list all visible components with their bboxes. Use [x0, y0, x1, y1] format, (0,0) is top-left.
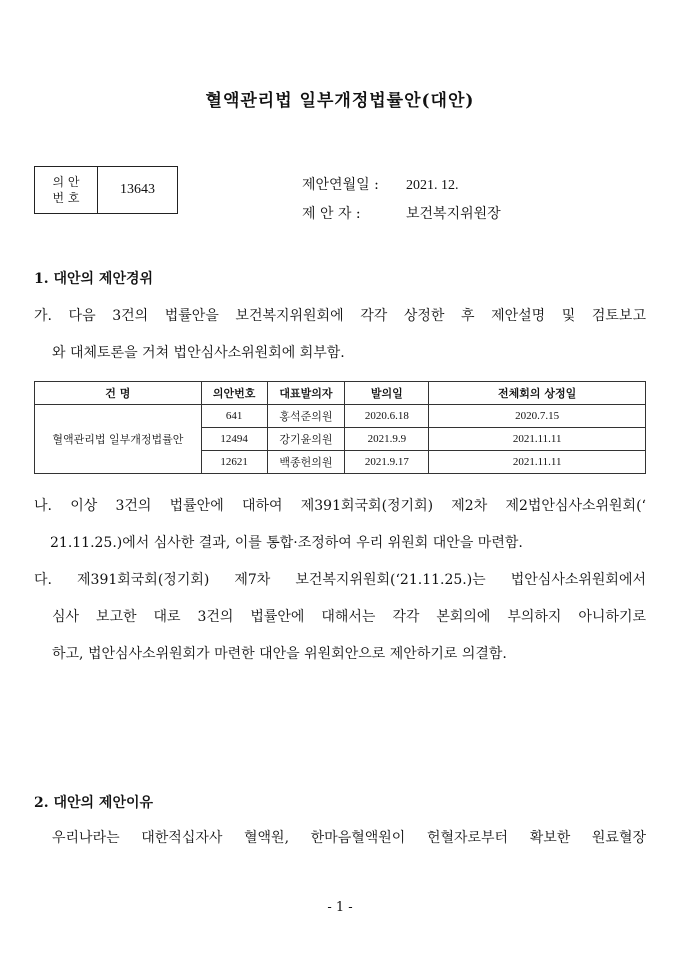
paragraph-da-line-2: 심사 보고한 대로 3건의 법률안에 대해서는 각각 본회의에 부의하지 아니하기로	[52, 609, 646, 625]
proposal-date: 제안연월일 : 2021. 12.	[302, 177, 459, 193]
bill-num-cell: 12621	[201, 451, 267, 474]
section-2-heading: 2. 대안의 제안이유	[34, 795, 154, 811]
table-header: 건 명	[35, 382, 202, 405]
paragraph-ga-line-2: 와 대체토론을 거쳐 법안심사소위원회에 회부함.	[52, 345, 345, 361]
paragraph-da-line-1: 다. 제391회국회(정기회) 제7차 보건복지위원회(‘21.11.25.)는 법안심사소위원회에서	[34, 572, 646, 588]
page-number: - 1 -	[327, 900, 353, 915]
bill-name-cell: 혈액관리법 일부개정법률안	[35, 405, 202, 474]
table-row	[35, 405, 646, 428]
bill-history-table	[34, 381, 646, 474]
document-title: 혈액관리법 일부개정법률안(대안)	[205, 91, 475, 111]
paragraph-ga-line-1: 가. 다음 3건의 법률안을 보건복지위원회에 각각 상정한 후 제안설명 및 검토보고	[34, 308, 646, 324]
table-header-row	[35, 382, 646, 405]
bill-number-label: 의 안 번 호	[35, 167, 98, 213]
bill-num-cell: 12494	[201, 428, 267, 451]
table-header: 의안번호	[201, 382, 267, 405]
bill-number-box	[34, 166, 178, 214]
date-cell: 2021.9.9	[345, 428, 429, 451]
table-header: 대표발의자	[267, 382, 345, 405]
paragraph-na-line-2: 21.11.25.)에서 심사한 결과, 이를 통합·조정하여 우리 위원회 대안을 마련함.	[50, 535, 523, 551]
session-cell: 2021.11.11	[429, 428, 646, 451]
proposer: 제 안 자 : 보건복지위원장	[302, 206, 501, 222]
proposer-cell: 강기윤의원	[267, 428, 345, 451]
paragraph-na-line-1: 나. 이상 3건의 법률안에 대하여 제391회국회(정기회) 제2차 제2법안심사소위원회(‘	[34, 498, 646, 514]
table-header: 발의일	[345, 382, 429, 405]
proposer-cell: 백종헌의원	[267, 451, 345, 474]
bill-number-value: 13643	[120, 182, 155, 197]
session-cell: 2021.11.11	[429, 451, 646, 474]
paragraph-da-line-3: 하고, 법안심사소위원회가 마련한 대안을 위원회안으로 제안하기로 의결함.	[52, 646, 507, 662]
proposer-cell: 홍석준의원	[267, 405, 345, 428]
date-cell: 2020.6.18	[345, 405, 429, 428]
session-cell: 2020.7.15	[429, 405, 646, 428]
table-header: 전체회의 상정일	[429, 382, 646, 405]
section-2-paragraph: 우리나라는 대한적십자사 혈액원, 한마음혈액원이 헌혈자로부터 확보한 원료혈장	[52, 830, 646, 846]
bill-num-cell: 641	[201, 405, 267, 428]
section-1-heading: 1. 대안의 제안경위	[34, 271, 154, 287]
date-cell: 2021.9.17	[345, 451, 429, 474]
